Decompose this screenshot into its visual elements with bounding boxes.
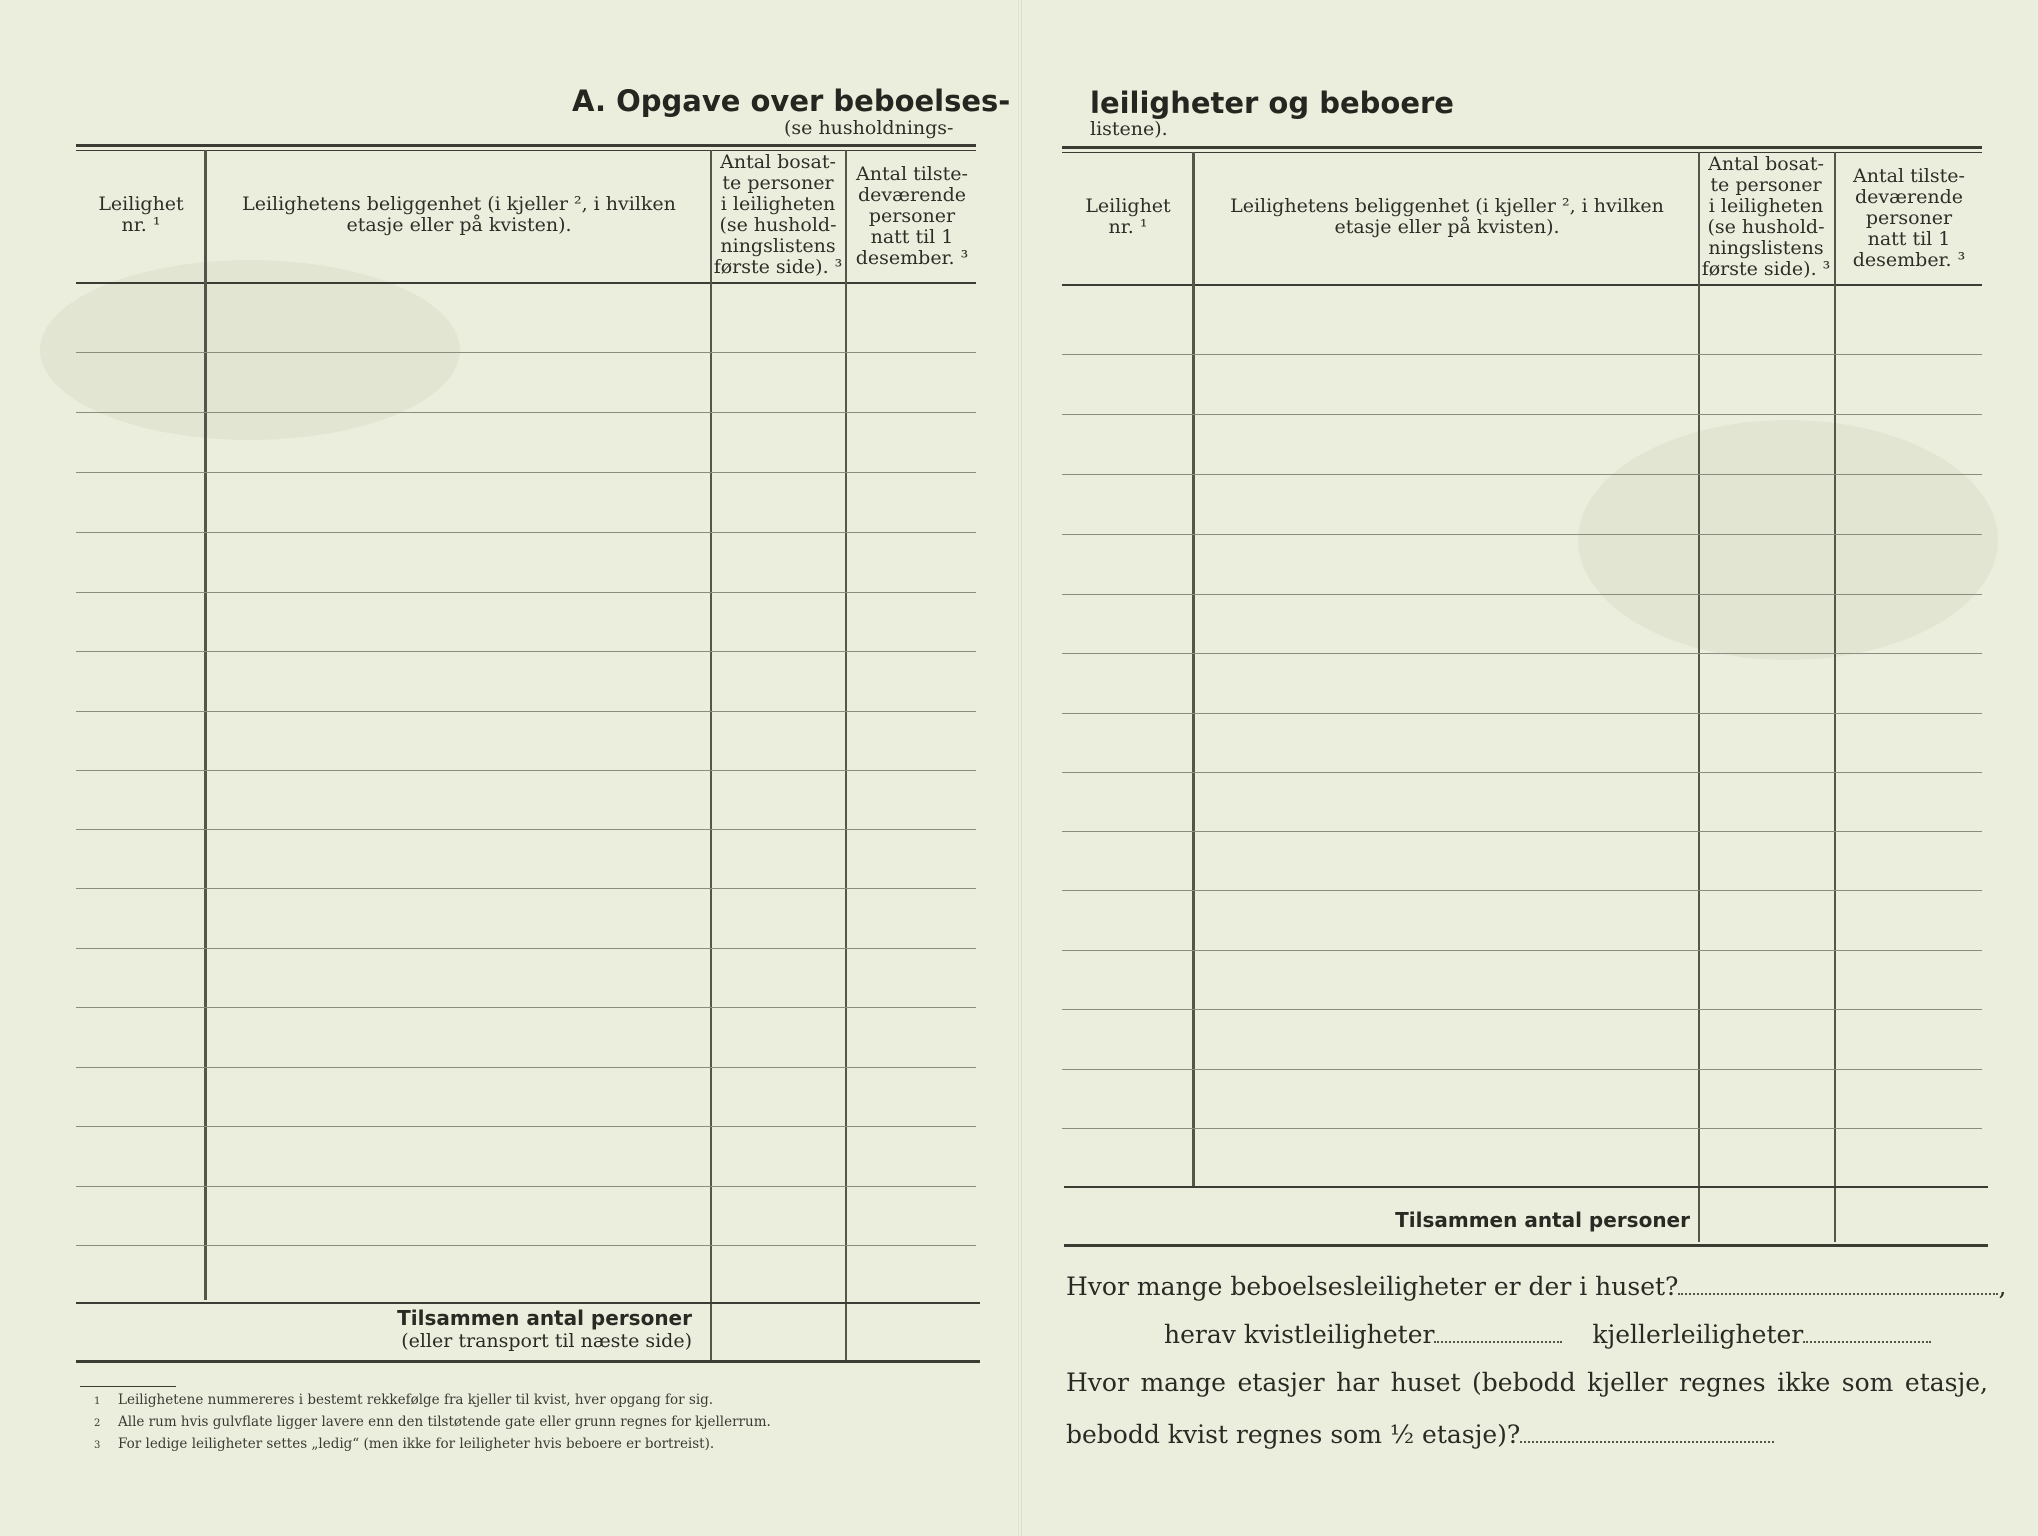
footnote-1: 1 Leilighetene nummereres i bestemt rekkefølge fra kjeller til kvist, hver opgang for sig. bbox=[94, 1392, 714, 1408]
table-row bbox=[76, 352, 976, 353]
paper-stain bbox=[40, 260, 460, 440]
column-divider bbox=[710, 150, 712, 1360]
table-row bbox=[76, 1126, 976, 1127]
table-top-rule bbox=[76, 144, 976, 147]
table-row bbox=[76, 948, 976, 949]
right-subtitle: listene). bbox=[1090, 118, 1168, 140]
answer-line-floor-count[interactable] bbox=[1520, 1423, 1774, 1443]
total-row-top-rule bbox=[1064, 1186, 1988, 1188]
left-page bbox=[0, 0, 1018, 1536]
table-bottom-rule bbox=[76, 1360, 980, 1363]
table-row bbox=[1062, 1009, 1982, 1010]
table-row bbox=[1062, 594, 1982, 595]
column-header-apartment-no: Leilighet nr. ¹ bbox=[98, 193, 184, 236]
table-row bbox=[76, 472, 976, 473]
right-title: leiligheter og beboere bbox=[1090, 86, 1454, 120]
total-label: Tilsammen antal personer (eller transport til næste side) bbox=[200, 1306, 692, 1352]
right-page bbox=[1018, 0, 2038, 1536]
column-header-location: Leilighetens beliggenhet (i kjeller ², i hvilken etasje eller på kvisten). bbox=[242, 193, 676, 236]
column-header-location: Leilighetens beliggenhet (i kjeller ², i hvilken etasje eller på kvisten). bbox=[1230, 195, 1664, 238]
table-row bbox=[76, 592, 976, 593]
table-bottom-rule bbox=[1064, 1244, 1988, 1247]
column-divider bbox=[1698, 152, 1700, 1242]
answer-line-apartment-count[interactable] bbox=[1678, 1275, 1998, 1295]
total-sub-label: (eller transport til næste side) bbox=[401, 1330, 692, 1352]
header-bottom-rule bbox=[76, 282, 976, 284]
footnote-separator bbox=[80, 1386, 176, 1387]
table-row bbox=[1062, 713, 1982, 714]
answer-line-cellar-apartments[interactable] bbox=[1803, 1323, 1931, 1343]
footnote-2: 2 Alle rum hvis gulvflate ligger lavere enn den tilstøtende gate eller grunn regnes for kjellerrum. bbox=[94, 1414, 771, 1430]
column-header-present: Antal tilste- deværende personer natt til 1 desember. ³ bbox=[1852, 165, 1966, 271]
question-attic-cellar-apartments: herav kvistleiligheter kjellerleiligheter bbox=[1164, 1320, 1931, 1349]
table-row bbox=[1062, 414, 1982, 415]
column-divider bbox=[206, 150, 207, 1300]
table-top-rule bbox=[1062, 146, 1982, 149]
total-row-top-rule bbox=[76, 1302, 980, 1304]
total-label: Tilsammen antal personer bbox=[1395, 1208, 1690, 1232]
left-title: A. Opgave over beboelses- bbox=[572, 84, 1011, 118]
column-header-apartment-no: Leilighet nr. ¹ bbox=[1085, 195, 1171, 238]
table-row bbox=[1062, 1128, 1982, 1129]
table-top-rule-thin bbox=[76, 150, 976, 151]
column-divider bbox=[1834, 152, 1836, 1242]
table-row bbox=[76, 412, 976, 413]
answer-line-attic-apartments[interactable] bbox=[1434, 1323, 1562, 1343]
table-row bbox=[1062, 354, 1982, 355]
header-bottom-rule bbox=[1062, 284, 1982, 286]
column-header-present: Antal tilste- deværende personer natt til 1 desember. ³ bbox=[855, 163, 969, 269]
table-row bbox=[76, 770, 976, 771]
table-row bbox=[76, 1007, 976, 1008]
table-row bbox=[76, 651, 976, 652]
table-row bbox=[1062, 1069, 1982, 1070]
table-row bbox=[76, 1186, 976, 1187]
table-row bbox=[76, 888, 976, 889]
column-header-residents: Antal bosat- te personer i leiligheten (se hushold- ningslistens første side). ³ bbox=[713, 151, 843, 278]
table-row bbox=[76, 1245, 976, 1246]
column-header-residents: Antal bosat- te personer i leiligheten (se hushold- ningslistens første side). ³ bbox=[1701, 153, 1831, 280]
paper-stain bbox=[1578, 420, 1998, 660]
question-floor-count-line-2: bebodd kvist regnes som ½ etasje)? bbox=[1066, 1420, 1774, 1449]
table-row bbox=[1062, 534, 1982, 535]
column-divider bbox=[845, 150, 847, 1360]
left-subtitle: (se husholdnings- bbox=[784, 117, 954, 139]
table-row bbox=[76, 532, 976, 533]
table-row bbox=[1062, 474, 1982, 475]
question-apartment-count: Hvor mange beboelsesleiligheter er der i huset? , bbox=[1066, 1272, 2007, 1301]
footnote-3: 3 For ledige leiligheter settes „ledig“ (men ikke for leiligheter hvis beboere er bortreist). bbox=[94, 1436, 715, 1452]
table-row bbox=[1062, 772, 1982, 773]
question-floor-count-line-1: Hvor mange etasjer har huset (bebodd kjeller regnes ikke som etasje, bbox=[1066, 1368, 1988, 1397]
table-row bbox=[76, 1067, 976, 1068]
table-row bbox=[1062, 831, 1982, 832]
table-row bbox=[1062, 950, 1982, 951]
table-row bbox=[76, 711, 976, 712]
table-row bbox=[76, 829, 976, 830]
table-row bbox=[1062, 890, 1982, 891]
table-row bbox=[1062, 653, 1982, 654]
table-top-rule-thin bbox=[1062, 152, 1982, 153]
column-divider bbox=[1194, 152, 1195, 1186]
